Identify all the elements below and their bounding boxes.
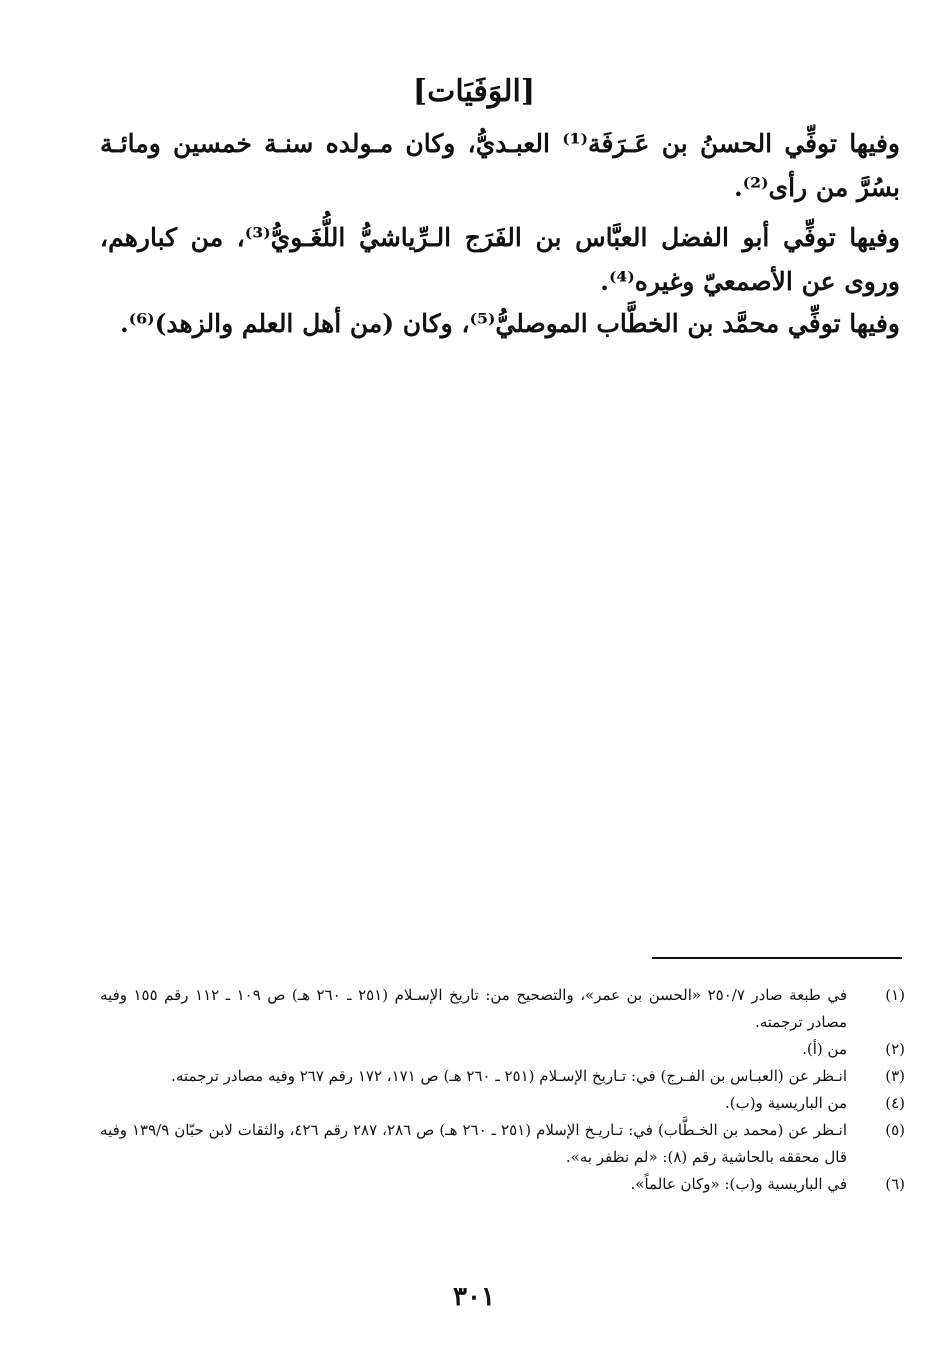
footnote-text: في طبعة صادر ٢٥٠/٧ «الحسن بن عمر»، والتصحيح من: تاريخ الإسـلام (٢٥١ ـ ٢٦٠ هـ) ص ١٠٩ ـ ١١٢ رقم ١٥٥ وفيه مصادر ترجمته. [100, 986, 847, 1031]
footnote-text: من (أ). [802, 1040, 847, 1058]
page-number: ٣٠١ [453, 1282, 495, 1312]
footnote [100, 982, 905, 1036]
section-title: [الوَفَيَات] [412, 74, 536, 109]
footnote [100, 1090, 905, 1117]
footnote-number: (٤) [885, 1094, 905, 1112]
footnote [100, 1117, 905, 1171]
footnote-number: (٥) [885, 1121, 905, 1139]
footnote-text: من الباريسية و(ب). [724, 1094, 847, 1112]
footnote-text: انـظر عن (العبـاس بن الفـرج) في: تـاريخ الإسـلام (٢٥١ ـ ٢٦٠ هـ) ص ١٧١، ١٧٢ رقم ٢٦٧ وفيه مصادر ترجمته. [171, 1067, 847, 1085]
footnote-number: (٦) [885, 1175, 905, 1193]
paragraph-hasan-ibn-arafa: وفيها توفِّي الحسنُ بن عَـرَفَة⁽¹⁾ العبـديُّ، وكان مـولده سنـة خمسين ومائـة بسُرَّ من رأى⁽²⁾. [100, 129, 901, 202]
footnotes [100, 982, 905, 1198]
footnote-text: في الباريسية و(ب): «وكان عالماً». [630, 1175, 847, 1193]
footnote [100, 1171, 905, 1198]
footnote [100, 1036, 905, 1063]
footnote-number: (٣) [885, 1067, 905, 1085]
footnote-text: انـظر عن (محمد بن الخـطَّاب) في: تـاريـخ الإسلام (٢٥١ ـ ٢٦٠ هـ) ص ٢٨٦، ٢٨٧ رقم ٤٢٦، والثقات لابن حبّان ١٣٩/٩ وفيه قال محققه بالحاشية رقم (٨): «لم نظفر به». [100, 1121, 847, 1166]
footnote-number: (١) [885, 986, 905, 1004]
paragraph-muhammad-mawsili: وفيها توفِّي محمَّد بن الخطَّاب الموصليُّ⁽⁵⁾، وكان (من أهل العلم والزهد)⁽⁶⁾. [120, 309, 900, 338]
footnote-number: (٢) [885, 1040, 905, 1058]
footnote-divider [652, 957, 902, 959]
paragraph-abbas-riyashi: وفيها توفِّي أبو الفضل العبَّاس بن الفَرَج الـرِّياشيُّ اللُّغَـويُّ⁽³⁾، من كبارهم، وروى عن الأصمعيّ وغيره⁽⁴⁾. [100, 223, 901, 296]
footnote [100, 1063, 905, 1090]
